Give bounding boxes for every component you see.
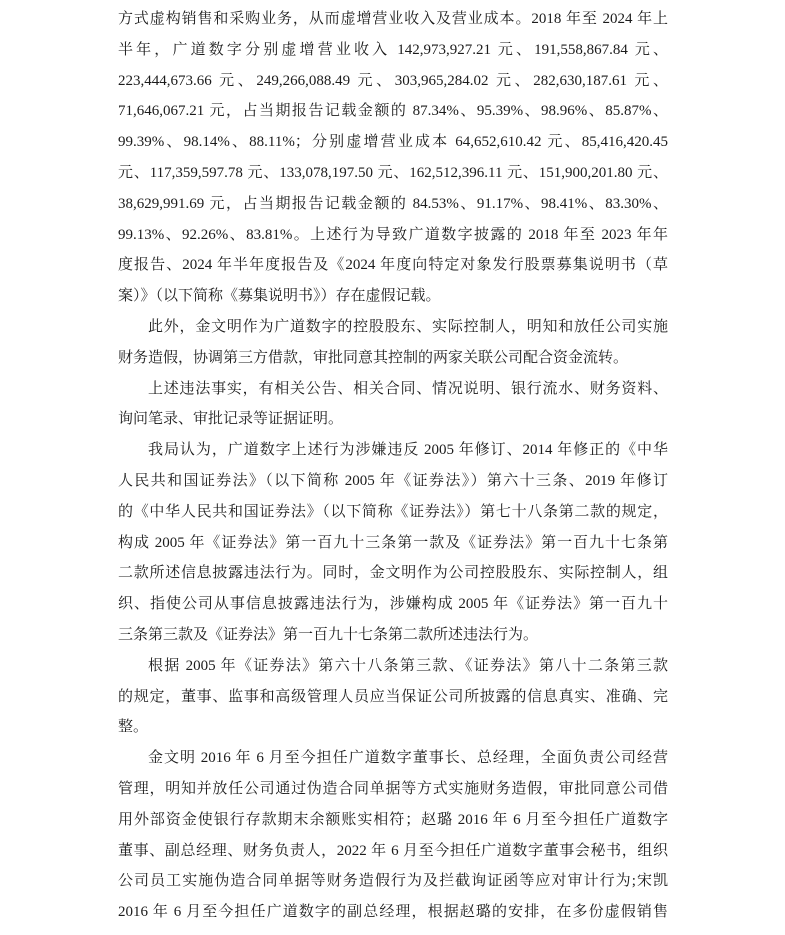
text-line: 用外部资金使银行存款期末余额账实相符；赵璐 2016 年 6 月至今担任广道数字 bbox=[118, 811, 668, 828]
text-line: 财务造假，协调第三方借款，审批同意其控制的两家关联公司配合资金流转。 bbox=[118, 349, 629, 366]
text-line: 三条第三款及《证券法》第一百九十七条第二款所述违法行为。 bbox=[118, 626, 539, 643]
text-line: 金文明 2016 年 6 月至今担任广道数字董事长、总经理，全面负责公司经营 bbox=[148, 750, 668, 767]
text-line: 的规定，董事、监事和高级管理人员应当保证公司所披露的信息真实、准确、完 bbox=[118, 688, 668, 705]
text-line: 度报告、2024 年半年度报告及《2024 年度向特定对象发行股票募集说明书（草 bbox=[118, 257, 668, 274]
text-line: 人民共和国证券法》（以下简称 2005 年《证券法》）第六十三条、2019 年修订 bbox=[118, 472, 668, 489]
text-line: 半年，广道数字分别虚增营业收入 142,973,927.21 元、191,558,867.84 元、 bbox=[118, 41, 668, 58]
text-line: 构成 2005 年《证券法》第一百九十三条第一款及《证券法》第一百九十七条第 bbox=[118, 534, 668, 551]
text-line: 管理，明知并放任公司通过伪造合同单据等方式实施财务造假，审批同意公司借 bbox=[118, 780, 668, 797]
text-line: 询问笔录、审批记录等证据证明。 bbox=[118, 411, 344, 428]
text-line: 董事、副总经理、财务负责人，2022 年 6 月至今担任广道数字董事会秘书，组织 bbox=[118, 842, 668, 859]
text-line: 38,629,991.69 元，占当期报告记载金额的 84.53%、91.17%、98.41%、83.30%、 bbox=[118, 195, 668, 212]
text-line: 公司员工实施伪造合同单据等财务造假行为及拦截询证函等应对审计行为;宋凯 bbox=[118, 873, 668, 890]
text-line: 织、指使公司从事信息披露违法行为，涉嫌构成 2005 年《证券法》第一百九十 bbox=[118, 596, 668, 613]
text-line: 二款所述信息披露违法行为。同时，金文明作为公司控股股东、实际控制人，组 bbox=[118, 565, 668, 582]
text-line: 2016 年 6 月至今担任广道数字的副总经理，根据赵璐的安排，在多份虚假销售 bbox=[118, 904, 668, 921]
document-body bbox=[118, 4, 668, 928]
text-line: 99.39%、98.14%、88.11%；分别虚增营业成本 64,652,610.42 元、85,416,420.45 bbox=[118, 134, 668, 151]
text-line: 根据 2005 年《证券法》第六十八条第三款、《证券法》第八十二条第三款 bbox=[148, 657, 668, 674]
text-line: 71,646,067.21 元，占当期报告记载金额的 87.34%、95.39%、98.96%、85.87%、 bbox=[118, 103, 668, 120]
text-line: 上述违法事实，有相关公告、相关合同、情况说明、银行流水、财务资料、 bbox=[148, 380, 668, 397]
text-line: 我局认为，广道数字上述行为涉嫌违反 2005 年修订、2014 年修正的《中华 bbox=[148, 442, 668, 459]
text-line: 方式虚构销售和采购业务，从而虚增营业收入及营业成本。2018 年至 2024 年上 bbox=[118, 11, 668, 27]
text-line: 此外，金文明作为广道数字的控股股东、实际控制人，明知和放任公司实施 bbox=[148, 318, 668, 335]
text-line: 整。 bbox=[118, 719, 149, 736]
text-line: 元、117,359,597.78 元、133,078,197.50 元、162,512,396.11 元、151,900,201.80 元、 bbox=[118, 164, 668, 181]
text-line: 案）》（以下简称《募集说明书》）存在虚假记载。 bbox=[118, 288, 441, 305]
text-line: 99.13%、92.26%、83.81%。上述行为导致广道数字披露的 2018 年至 2023 年年 bbox=[118, 226, 668, 243]
text-line: 的《中华人民共和国证券法》（以下简称《证券法》）第七十八条第二款的规定， bbox=[118, 503, 668, 520]
text-line: 223,444,673.66 元、249,266,088.49 元、303,965,284.02 元、282,630,187.61 元、 bbox=[118, 72, 668, 89]
